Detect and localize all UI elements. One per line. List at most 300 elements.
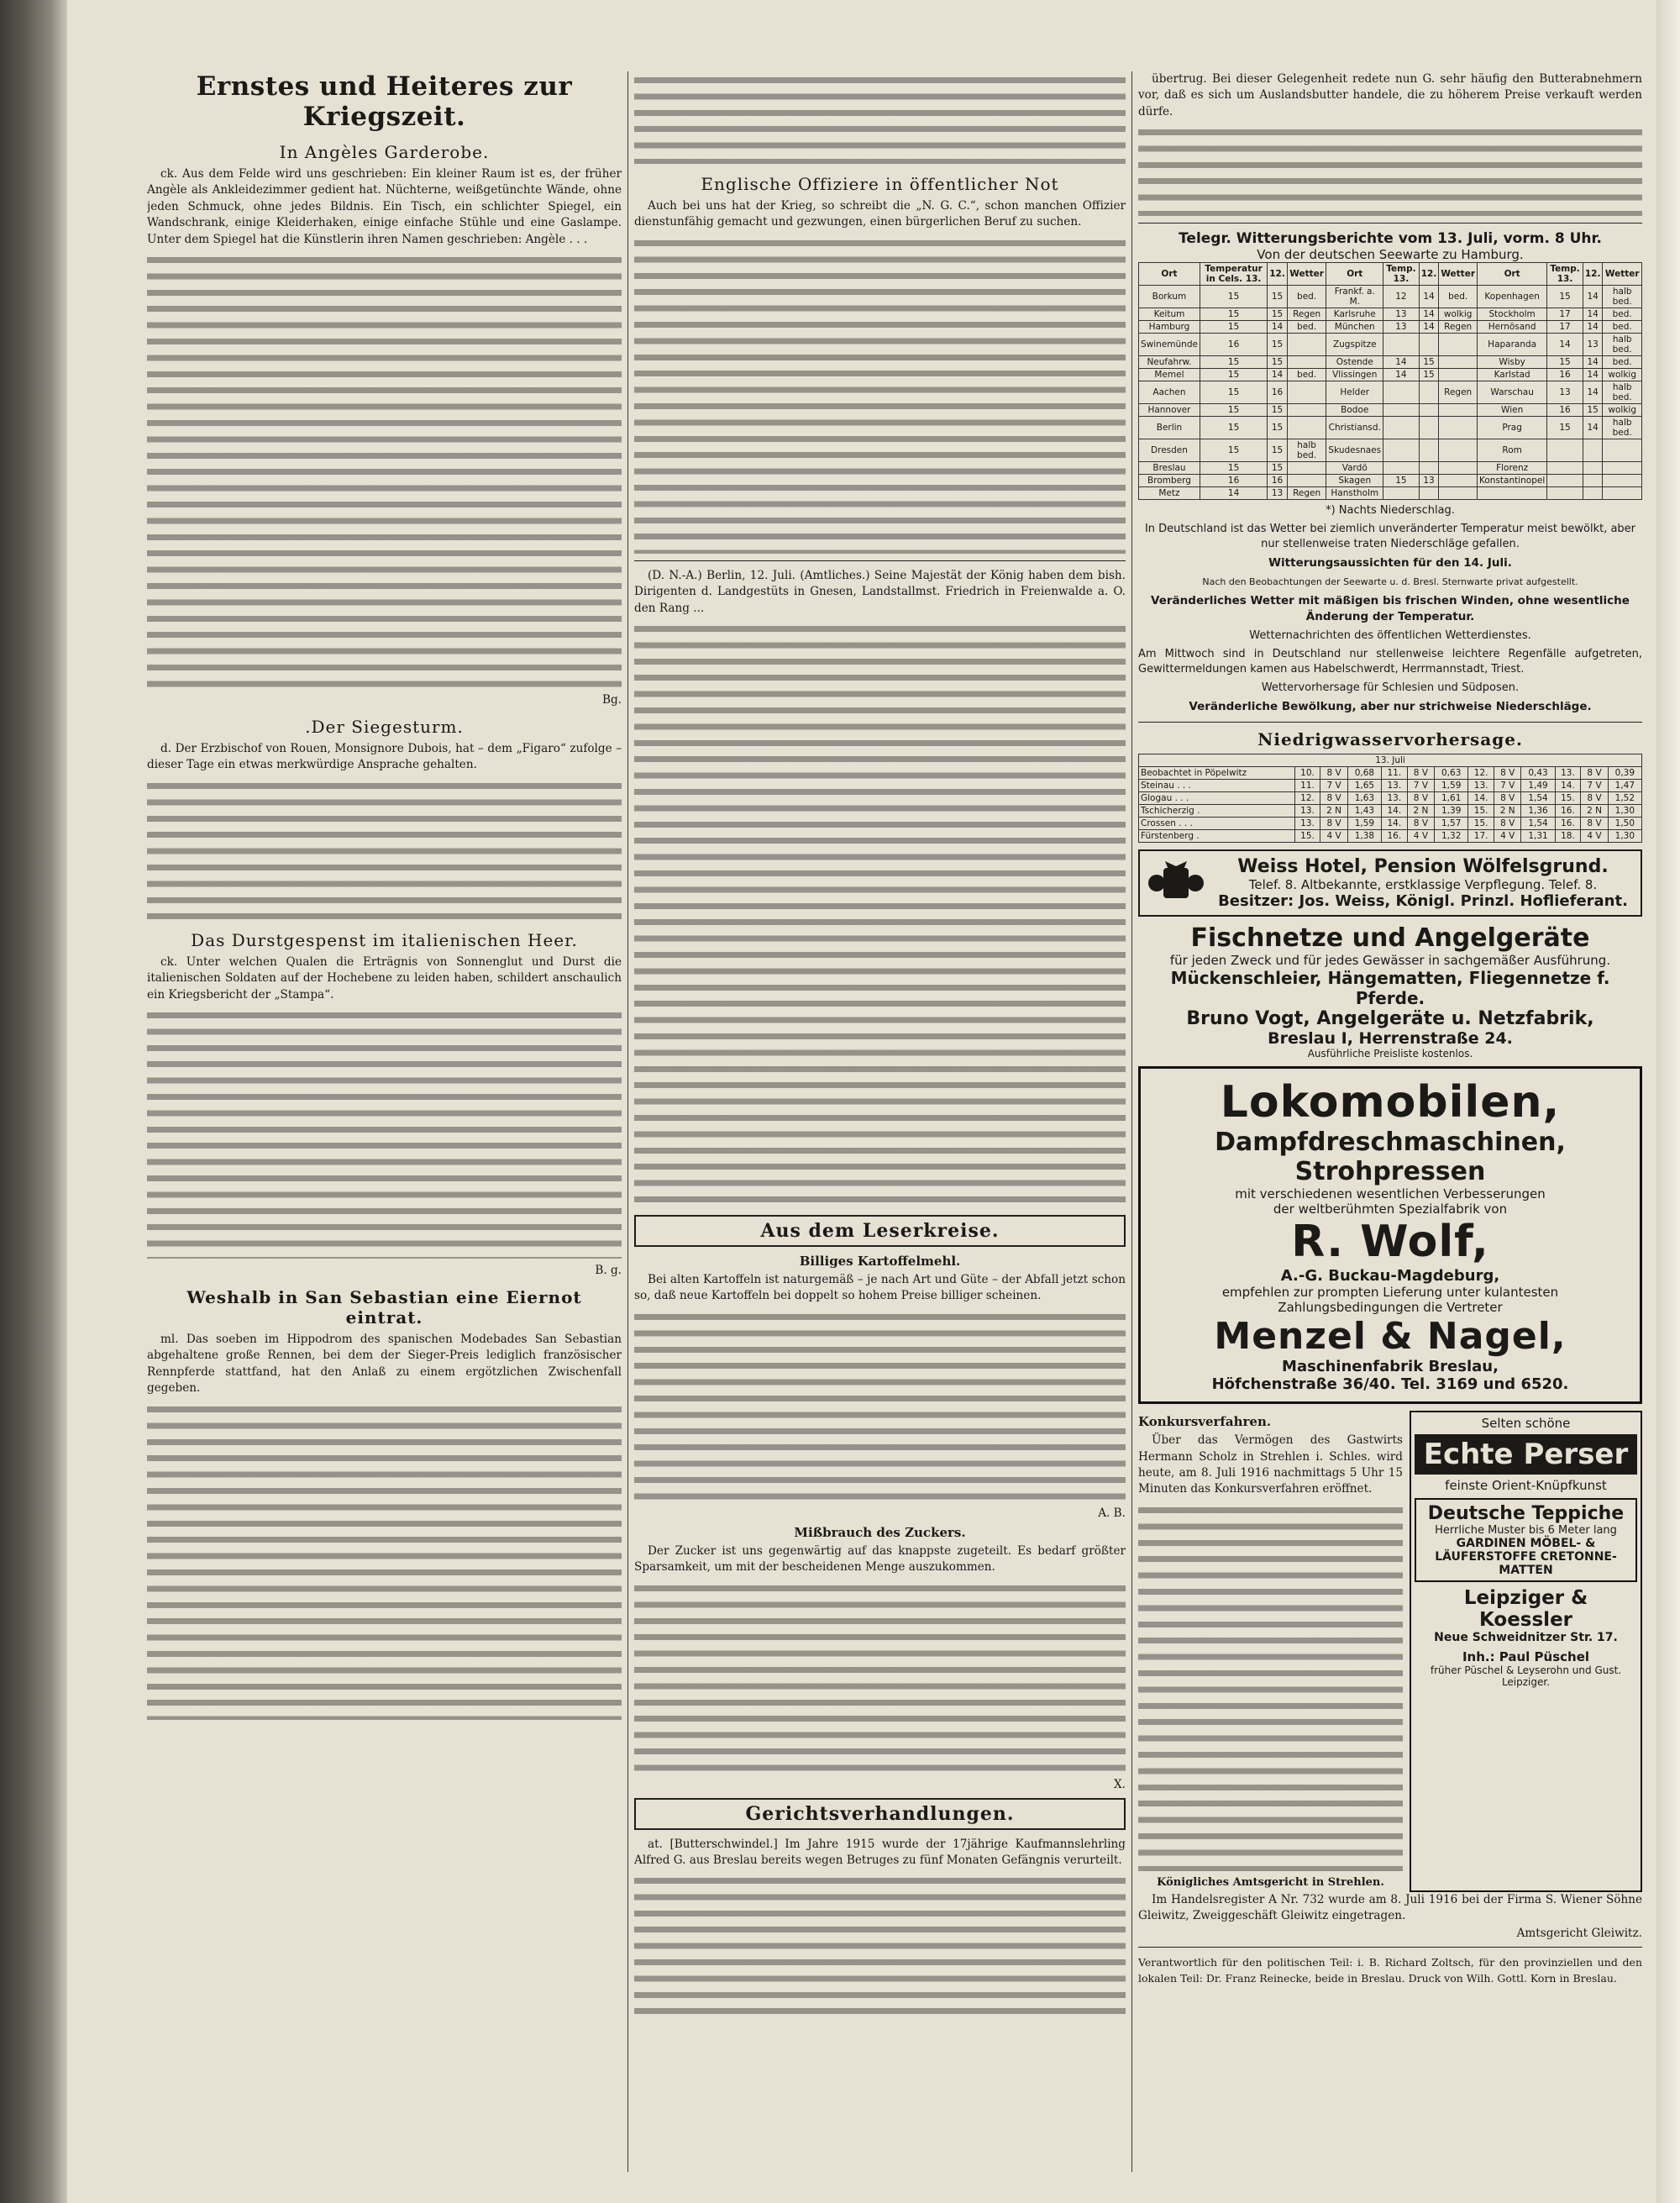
weather-header-cell: Wetter <box>1439 263 1478 286</box>
column-2 <box>634 71 1126 2172</box>
weather-cell: 16 <box>1268 475 1288 487</box>
weather-cell <box>1439 356 1478 369</box>
article-lead-gericht: at. [Butterschwindel.] Im Jahre 1915 wurde der 17jährige Kaufmannslehrling Alfred G. aus Breslau bereits wegen Betruges zu fünf Monaten Gefängnis verurteilt. <box>634 1837 1126 1868</box>
weather-cell <box>1439 462 1478 475</box>
weather-cell <box>1287 417 1326 439</box>
water-cell: 4 V <box>1494 830 1521 843</box>
water-cell: 4 V <box>1581 830 1608 843</box>
ad-lokomobilen <box>1138 1066 1642 1404</box>
water-cell: 15. <box>1294 830 1320 843</box>
weather-cell: halb bed. <box>1603 417 1642 439</box>
weather-cell: halb bed. <box>1287 439 1326 462</box>
weather-cell <box>1547 462 1583 475</box>
water-date: 13. Juli <box>1139 754 1642 767</box>
water-cell: 1,49 <box>1521 780 1555 792</box>
weather-table-header <box>1139 263 1642 286</box>
weather-cell: Prag <box>1478 417 1547 439</box>
ad-lok-firm: Menzel & Nagel, <box>1214 1315 1567 1359</box>
water-cell: 8 V <box>1320 792 1347 805</box>
weather-row <box>1139 417 1642 439</box>
water-cell: 8 V <box>1407 818 1434 830</box>
water-cell: 13. <box>1294 818 1320 830</box>
weather-cell: halb bed. <box>1603 286 1642 308</box>
weather-cell: 14 <box>1200 487 1267 500</box>
ad-teppich-sub: Herrliche Muster bis 6 Meter lang <box>1435 1524 1617 1538</box>
weather-cell: Vardö <box>1326 462 1383 475</box>
weather-table-body <box>1139 286 1642 500</box>
article-body-siege <box>147 777 622 920</box>
water-cell: 8 V <box>1494 792 1521 805</box>
water-cell: 16. <box>1555 805 1581 818</box>
weather-cell: 17 <box>1547 321 1583 334</box>
weather-cell <box>1547 475 1583 487</box>
water-table <box>1138 754 1642 843</box>
water-cell: 13. <box>1555 767 1581 780</box>
handelsregister-signature: Amtsgericht Gleiwitz. <box>1516 1926 1642 1940</box>
weather-cell <box>1419 334 1439 356</box>
water-cell: 8 V <box>1494 818 1521 830</box>
weather-row <box>1139 381 1642 404</box>
water-cell: 1,59 <box>1347 818 1381 830</box>
weather-cell: Warschau <box>1478 381 1547 404</box>
article-title-zucker: Mißbrauch des Zuckers. <box>794 1524 966 1540</box>
weather-forecast-text: Veränderliche Bewölkung, aber nur strichweise Niederschläge. <box>1189 700 1592 714</box>
weather-cell <box>1383 404 1420 417</box>
weather-cell <box>1603 462 1642 475</box>
column-rule <box>1131 71 1132 2172</box>
weather-cell: Regen <box>1439 321 1478 334</box>
weather-cell <box>1419 487 1439 500</box>
water-cell: 17. <box>1468 830 1494 843</box>
weather-row <box>1139 334 1642 356</box>
water-cell: 1,54 <box>1521 818 1555 830</box>
weather-cell: Metz <box>1139 487 1200 500</box>
weather-cell: 16 <box>1200 475 1267 487</box>
article-continuation <box>634 71 1126 164</box>
article-body-berlin <box>634 620 1126 1208</box>
weather-cell <box>1287 334 1326 356</box>
weather-cell: Rom <box>1478 439 1547 462</box>
weather-cell: Skagen <box>1326 475 1383 487</box>
article-body-sebastian <box>147 1401 622 1720</box>
handelsregister-text: Im Handelsregister A Nr. 732 wurde am 8. Juli 1916 bei der Firma S. Wiener Söhne Gleiwitz, Zweiggeschäft Gleiwitz eingetragen. <box>1138 1892 1642 1923</box>
article-title-kartoffelmehl: Billiges Kartoffelmehl. <box>799 1254 961 1270</box>
weather-cell <box>1439 369 1478 381</box>
ad-lok-line2: Dampfdreschmaschinen, <box>1215 1128 1566 1158</box>
weather-cell: 15 <box>1268 308 1288 321</box>
weather-cell: Regen <box>1287 487 1326 500</box>
weather-subtitle: Von der deutschen Seewarte zu Hamburg. <box>1257 247 1524 263</box>
water-cell: 1,39 <box>1435 805 1468 818</box>
weather-cell <box>1439 487 1478 500</box>
water-cell: 14. <box>1555 780 1581 792</box>
weather-cell <box>1383 439 1420 462</box>
ad-perser-name: Echte Perser <box>1415 1434 1637 1475</box>
weather-cell: Berlin <box>1139 417 1200 439</box>
weather-cell <box>1583 439 1603 462</box>
weather-cell: bed. <box>1287 369 1326 381</box>
weather-cell: Helder <box>1326 381 1383 404</box>
weather-cell: Haparanda <box>1478 334 1547 356</box>
weather-cell: 13 <box>1547 381 1583 404</box>
weather-cell: 15 <box>1200 439 1267 462</box>
water-row <box>1139 805 1642 818</box>
article-continuation-body <box>1138 124 1642 216</box>
weather-cell: wolkig <box>1439 308 1478 321</box>
water-cell: 18. <box>1555 830 1581 843</box>
weather-cell <box>1383 334 1420 356</box>
weather-cell: bed. <box>1287 321 1326 334</box>
water-cell: 1,30 <box>1608 805 1641 818</box>
water-cell: 8 V <box>1581 792 1608 805</box>
water-cell: 0,68 <box>1347 767 1381 780</box>
water-cell: 8 V <box>1494 767 1521 780</box>
ad-perser-sub: feinste Orient-Knüpfkunst <box>1445 1478 1607 1494</box>
coat-of-arms-icon <box>1147 858 1205 908</box>
weather-cell: Keitum <box>1139 308 1200 321</box>
weather-cell: Hannover <box>1139 404 1200 417</box>
weather-cell: 15 <box>1200 369 1267 381</box>
ad-fisch-mid: Mückenschleier, Hängematten, Fliegennetze f. Pferde. <box>1170 968 1610 1009</box>
water-cell: Beobachtet in Pöpelwitz <box>1139 767 1295 780</box>
section-title-leserkreis: Aus dem Leserkreise. <box>634 1215 1126 1247</box>
weather-cell: 14 <box>1583 417 1603 439</box>
article-signature-zucker: X. <box>1114 1777 1126 1791</box>
weather-cell: 15 <box>1200 381 1267 404</box>
water-cell: Crossen . . . <box>1139 818 1295 830</box>
article-lead-sebastian: ml. Das soeben im Hippodrom des spanischen Modebades San Sebastian abgehaltene große Rennen, bei dem der Sieger-Preis lediglich französischer Rennpferde stattfand, hat den Anlaß zu einem ergötzlichen Zwischenfall gegeben. <box>147 1333 622 1396</box>
weather-header-cell: Ort <box>1478 263 1547 286</box>
weather-cell: 15 <box>1547 356 1583 369</box>
ad-teppich-items: GARDINEN MÖBEL- & LÄUFERSTOFFE CRETONNE-MATTEN <box>1435 1537 1617 1578</box>
water-cell: 8 V <box>1581 818 1608 830</box>
weather-cell <box>1287 475 1326 487</box>
article-signature-kartoffelmehl: A. B. <box>1098 1506 1126 1520</box>
water-cell: 2 N <box>1320 805 1347 818</box>
article-body-offiziere <box>634 234 1126 554</box>
weather-cell: Konstantinopel <box>1478 475 1547 487</box>
water-cell: 1,65 <box>1347 780 1381 792</box>
weather-header-cell: Wetter <box>1287 263 1326 286</box>
weather-row <box>1139 462 1642 475</box>
weather-cell: 14 <box>1583 308 1603 321</box>
water-row <box>1139 780 1642 792</box>
weather-cell: 15 <box>1200 321 1267 334</box>
weather-cell: 14 <box>1583 381 1603 404</box>
konkurs-text: Über das Vermögen des Gastwirts Hermann Scholz in Strehlen i. Schles. wird heute, am 8. Juli 1916 nachmittags 5 Uhr 15 Minuten das Konkursverfahren eröffnet. <box>1138 1433 1403 1496</box>
water-cell: 1,57 <box>1435 818 1468 830</box>
weather-cell: 13 <box>1383 321 1420 334</box>
weather-cell: 14 <box>1383 356 1420 369</box>
konkurs-body <box>1138 1501 1403 1871</box>
water-cell: 8 V <box>1320 767 1347 780</box>
water-cell: 12. <box>1294 792 1320 805</box>
weather-summary: In Deutschland ist das Wetter bei ziemlich unveränderter Temperatur meist bewölkt, aber nur stellenweise traten Niederschläge gefallen. <box>1144 523 1636 551</box>
weather-cell: bed. <box>1287 286 1326 308</box>
weather-cell <box>1603 439 1642 462</box>
weather-cell <box>1439 404 1478 417</box>
weather-cell: Florenz <box>1478 462 1547 475</box>
ad-perser-top: Selten schöne <box>1481 1416 1571 1432</box>
water-cell: 4 V <box>1407 830 1434 843</box>
weather-cell <box>1583 487 1603 500</box>
weather-cell <box>1583 462 1603 475</box>
weather-cell: bed. <box>1603 321 1642 334</box>
weather-cell: 15 <box>1268 417 1288 439</box>
ad-teppich-title: Deutsche Teppiche <box>1427 1503 1625 1525</box>
water-cell: 11. <box>1381 767 1407 780</box>
water-cell: 2 N <box>1407 805 1434 818</box>
article-lead-berlin: (D. N.-A.) Berlin, 12. Juli. (Amtliches.) Seine Majestät der König haben dem bish. Dirigenten d. Landgestüts in Gnesen, Landstallmst. Friedrich in Freienwalde a. O. den Rang ... <box>634 568 1126 615</box>
weather-cell: 16 <box>1268 381 1288 404</box>
weather-cell: Ostende <box>1326 356 1383 369</box>
book-binding <box>0 0 67 2203</box>
article-signature-durst: B. g. <box>595 1264 622 1278</box>
weather-cell: 15 <box>1547 286 1583 308</box>
article-lead-durst: ck. Unter welchen Qualen die Erträgnis von Sonnenglut und Durst die italienischen Soldaten auf der Hochebene zu leiden haben, schildert anschaulich ein Kriegsbericht der „Stampa“. <box>147 954 622 1002</box>
ad-lok-tel: Tel. 3169 und 6520. <box>1400 1375 1569 1394</box>
water-cell: 15. <box>1555 792 1581 805</box>
water-cell: 1,31 <box>1521 830 1555 843</box>
weather-cell: Bromberg <box>1139 475 1200 487</box>
weather-cell: Christiansd. <box>1326 417 1383 439</box>
weather-cell: 15 <box>1268 462 1288 475</box>
article-body-zucker <box>634 1580 1126 1773</box>
weather-cell: 15 <box>1268 334 1288 356</box>
weather-cell: wolkig <box>1603 369 1642 381</box>
article-title-angele: In Angèles Garderobe. <box>279 142 490 162</box>
article-title-siege: .Der Siegesturm. <box>305 717 464 738</box>
water-cell: 16. <box>1381 830 1407 843</box>
weather-cell: 14 <box>1268 321 1288 334</box>
weather-header-cell: Wetter <box>1603 263 1642 286</box>
weather-cell: 12 <box>1383 286 1420 308</box>
weather-cell <box>1439 334 1478 356</box>
water-cell: 1,38 <box>1347 830 1381 843</box>
article-body-kartoffelmehl <box>634 1308 1126 1501</box>
water-cell: 13. <box>1381 792 1407 805</box>
weather-cell: Frankf. a. M. <box>1326 286 1383 308</box>
water-cell: 7 V <box>1407 780 1434 792</box>
weather-cell: Breslau <box>1139 462 1200 475</box>
weather-cell <box>1439 417 1478 439</box>
weather-cell: 16 <box>1547 404 1583 417</box>
water-cell: 15. <box>1468 805 1494 818</box>
article-body-gericht <box>634 1872 1126 2015</box>
weather-cell: Bodoe <box>1326 404 1383 417</box>
weather-cell <box>1419 404 1439 417</box>
ad-fisch-title: Fischnetze und Angelgeräte <box>1190 923 1590 954</box>
ad-weiss-owner: Besitzer: Jos. Weiss, Königl. Prinzl. Hoflieferant. <box>1218 892 1628 911</box>
weather-cell: 14 <box>1583 369 1603 381</box>
weather-cell: 16 <box>1547 369 1583 381</box>
ad-weiss-tel: Telef. 8. Altbekannte, erstklassige Verpflegung. Telef. 8. <box>1248 877 1598 893</box>
weather-cell: 16 <box>1200 334 1267 356</box>
ad-lok-line6: empfehlen zur prompten Lieferung unter kulantesten Zahlungsbedingungen die Vertreter <box>1221 1285 1559 1316</box>
weather-cell <box>1383 417 1420 439</box>
weather-cell <box>1603 487 1642 500</box>
weather-outlook-source: Nach den Beobachtungen der Seewarte u. d. Bresl. Sternwarte privat aufgestellt. <box>1202 576 1578 588</box>
weather-row <box>1139 475 1642 487</box>
weather-cell <box>1287 356 1326 369</box>
water-cell: 14. <box>1381 818 1407 830</box>
water-cell: 1,59 <box>1435 780 1468 792</box>
weather-cell: 13 <box>1268 487 1288 500</box>
article-title-sebastian: Weshalb in San Sebastian eine Eiernot eintrat. <box>186 1287 582 1328</box>
weather-forecast-title: Wettervorhersage für Schlesien und Südposen. <box>1261 681 1520 695</box>
water-cell: 16. <box>1555 818 1581 830</box>
water-cell: 1,61 <box>1435 792 1468 805</box>
weather-cell <box>1583 475 1603 487</box>
weather-cell: Dresden <box>1139 439 1200 462</box>
weather-cell: 14 <box>1419 286 1439 308</box>
weather-header-cell: 12. <box>1583 263 1603 286</box>
weather-cell: 14 <box>1419 321 1439 334</box>
water-cell: 0,63 <box>1435 767 1468 780</box>
ad-lok-line3: Strohpressen <box>1294 1157 1486 1187</box>
article-body-durst <box>147 1007 622 1259</box>
weather-cell: 15 <box>1268 286 1288 308</box>
weather-cell: Hanstholm <box>1326 487 1383 500</box>
water-cell: 0,39 <box>1608 767 1641 780</box>
weather-row <box>1139 321 1642 334</box>
weather-cell: Borkum <box>1139 286 1200 308</box>
weather-cell: Vlissingen <box>1326 369 1383 381</box>
water-cell: 14. <box>1381 805 1407 818</box>
water-cell: 2 N <box>1494 805 1521 818</box>
water-cell: 8 V <box>1407 767 1434 780</box>
weather-header-cell: Ort <box>1326 263 1383 286</box>
weather-cell: Wien <box>1478 404 1547 417</box>
weather-cell: 15 <box>1268 356 1288 369</box>
water-cell: 13. <box>1468 780 1494 792</box>
weather-cell: 13 <box>1583 334 1603 356</box>
water-row <box>1139 792 1642 805</box>
article-signature-angele: Bg. <box>601 693 622 707</box>
column-1 <box>147 71 622 2172</box>
weather-cell: 15 <box>1583 404 1603 417</box>
weather-row <box>1139 404 1642 417</box>
water-cell: 1,30 <box>1608 830 1641 843</box>
water-cell: 15. <box>1468 818 1494 830</box>
water-table-body <box>1139 754 1642 843</box>
ad-lok-line5: der weltberühmten Spezialfabrik von <box>1273 1201 1508 1217</box>
water-cell: 1,47 <box>1608 780 1641 792</box>
weather-cell: 14 <box>1268 369 1288 381</box>
weather-cell: 14 <box>1583 356 1603 369</box>
weather-header-cell: Temperatur in Cels. 13. <box>1200 263 1267 286</box>
water-cell: 11. <box>1294 780 1320 792</box>
weather-row <box>1139 439 1642 462</box>
weather-cell: Stockholm <box>1478 308 1547 321</box>
weather-cell: 13 <box>1383 308 1420 321</box>
weather-header-cell: Temp. 13. <box>1383 263 1420 286</box>
column-rule <box>627 71 628 2172</box>
water-row <box>1139 830 1642 843</box>
article-continuation-text: übertrug. Bei dieser Gelegenheit redete nun G. sehr häufig den Butterabnehmern vor, daß es sich um Auslandsbutter handele, die zu höherem Preise verkauft werden dürfe. <box>1138 72 1642 118</box>
divider <box>1138 1947 1642 1948</box>
weather-cell: 15 <box>1200 356 1267 369</box>
ad-lok-brand: R. Wolf, <box>1291 1217 1489 1268</box>
column-3 <box>1138 71 1642 2172</box>
weather-table <box>1138 262 1642 500</box>
water-cell: 7 V <box>1494 780 1521 792</box>
ad-lok-line1: Lokomobilen, <box>1220 1077 1561 1128</box>
weather-cell: 15 <box>1200 417 1267 439</box>
weather-cell: Regen <box>1439 381 1478 404</box>
ad-fisch-addr: Breslau I, Herrenstraße 24. <box>1268 1029 1513 1049</box>
article-lead-kartoffelmehl: Bei alten Kartoffeln ist naturgemäß – je nach Art und Güte – der Abfall jetzt schon so, daß neue Kartoffeln bei doppelt so hohem Preise billiger scheinen. <box>634 1273 1126 1303</box>
weather-cell: Neufahrw. <box>1139 356 1200 369</box>
ad-fisch-foot: Ausführliche Preisliste kostenlos. <box>1307 1048 1473 1060</box>
konkurs-title: Konkursverfahren. <box>1138 1414 1272 1430</box>
water-cell: 10. <box>1294 767 1320 780</box>
weather-row <box>1139 487 1642 500</box>
weather-header-cell: Ort <box>1139 263 1200 286</box>
weather-cell <box>1478 487 1547 500</box>
water-cell: 1,50 <box>1608 818 1641 830</box>
weather-cell <box>1287 381 1326 404</box>
weather-cell: 15 <box>1383 475 1420 487</box>
ad-lok-firm-sub: Maschinenfabrik Breslau, <box>1282 1358 1499 1376</box>
weather-cell: Hamburg <box>1139 321 1200 334</box>
weather-cell: Kopenhagen <box>1478 286 1547 308</box>
weather-cell: 15 <box>1200 404 1267 417</box>
weather-cell: bed. <box>1439 286 1478 308</box>
weather-cell: 15 <box>1547 417 1583 439</box>
weather-outlook-text: Veränderliches Wetter mit mäßigen bis frischen Winden, ohne wesentliche Änderung der Temperatur. <box>1151 594 1630 624</box>
weather-cell: Wisby <box>1478 356 1547 369</box>
weather-cell: bed. <box>1603 308 1642 321</box>
ad-lok-brand-sub: A.-G. Buckau-Magdeburg, <box>1280 1267 1500 1286</box>
ad-weiss-hotel <box>1138 849 1642 917</box>
article-lead-offiziere: Auch bei uns hat der Krieg, so schreibt die „N. G. C.“, schon manchen Offizier dienstunfähig gemacht und gezwungen, einen bürgerlichen Beruf zu suchen. <box>634 199 1126 229</box>
ad-lok-line4: mit verschiedenen wesentlichen Verbesserungen <box>1235 1186 1546 1202</box>
water-cell: 1,43 <box>1347 805 1381 818</box>
weather-cell: 14 <box>1383 369 1420 381</box>
weather-cell: halb bed. <box>1603 381 1642 404</box>
weather-cell: Karlsruhe <box>1326 308 1383 321</box>
weather-cell: Aachen <box>1139 381 1200 404</box>
divider <box>1138 722 1642 723</box>
ad-fisch-sub: für jeden Zweck und für jedes Gewässer in sachgemäßer Ausführung. <box>1169 953 1611 969</box>
article-title-durst: Das Durstgespenst im italienischen Heer. <box>191 929 578 950</box>
bottom-notices <box>1138 1411 1642 1892</box>
weather-cell <box>1287 462 1326 475</box>
weather-cell: Swinemünde <box>1139 334 1200 356</box>
weather-row <box>1139 356 1642 369</box>
weather-cell: München <box>1326 321 1383 334</box>
water-cell: 7 V <box>1581 780 1608 792</box>
weather-row <box>1139 286 1642 308</box>
divider <box>634 560 1126 561</box>
konkurs-signature: Königliches Amtsgericht in Strehlen. <box>1157 1875 1384 1889</box>
newspaper-page <box>147 71 1642 2172</box>
water-cell: 13. <box>1381 780 1407 792</box>
weather-cell <box>1439 475 1478 487</box>
article-lead-angele: ck. Aus dem Felde wird uns geschrieben: Ein kleiner Raum ist es, der früher Angèle als Ankleidezimmer gedient hat. Nüchterne, weißgetünchte Wände, ohne jeden Schmuck, ohne jedes Bildnis. Ein Tisch, ein schlichter Spiegel, ein Wandschrank, einige Kleiderhaken, einige einfache Stühle und eine Gaslampe. Unter dem Spiegel hat die Künstlerin ihren Namen geschrieben: Angèle . . . <box>147 167 622 246</box>
water-cell: 1,63 <box>1347 792 1381 805</box>
weather-header-cell: Temp. 13. <box>1547 263 1583 286</box>
water-cell: 4 V <box>1320 830 1347 843</box>
imprint: Verantwortlich für den politischen Teil: i. B. Richard Zoltsch, für den provinziellen und den lokalen Teil: Dr. Franz Reinecke, beide in Breslau. Druck von Wilh. Gottl. Korn in Breslau. <box>1138 1955 1642 1985</box>
weather-row <box>1139 308 1642 321</box>
water-date-row <box>1139 754 1642 767</box>
water-title: Niedrigwasservorhersage. <box>1257 729 1523 750</box>
water-row <box>1139 818 1642 830</box>
water-cell: 8 V <box>1581 767 1608 780</box>
weather-cell <box>1383 381 1420 404</box>
